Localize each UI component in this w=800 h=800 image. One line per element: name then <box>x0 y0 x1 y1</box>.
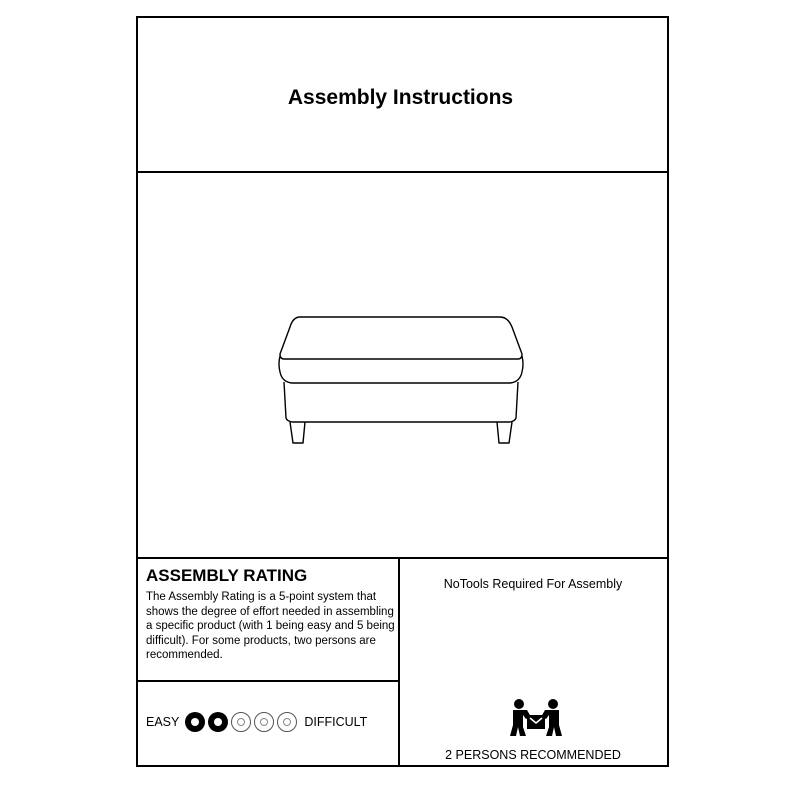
scale-difficult-label: DIFFICULT <box>304 715 368 729</box>
rating-scale-divider <box>136 680 400 682</box>
page-title: Assembly Instructions <box>287 86 514 109</box>
ottoman-drawing-icon <box>270 312 530 457</box>
two-persons-lifting-icon <box>507 697 565 742</box>
image-divider <box>136 557 667 559</box>
rating-dot-filled <box>208 712 228 732</box>
header-divider <box>136 171 667 173</box>
rating-dot-filled <box>185 712 205 732</box>
persons-recommended-label: 2 PERSONS RECOMMENDED <box>445 748 621 762</box>
rating-dots <box>185 712 300 732</box>
rating-dot-empty <box>231 712 251 732</box>
assembly-rating-heading: ASSEMBLY RATING <box>146 566 308 585</box>
tools-required-note: NoTools Required For Assembly <box>443 577 623 591</box>
assembly-rating-description: The Assembly Rating is a 5-point system that shows the degree of effort needed in assembling a specific product (with 1 being easy and 5 being difficult). For some products, two persons are recommended. <box>146 591 395 661</box>
rating-scale <box>146 709 367 735</box>
scale-easy-label: EASY <box>146 715 180 729</box>
rating-dot-empty <box>277 712 297 732</box>
rating-dot-empty <box>254 712 274 732</box>
